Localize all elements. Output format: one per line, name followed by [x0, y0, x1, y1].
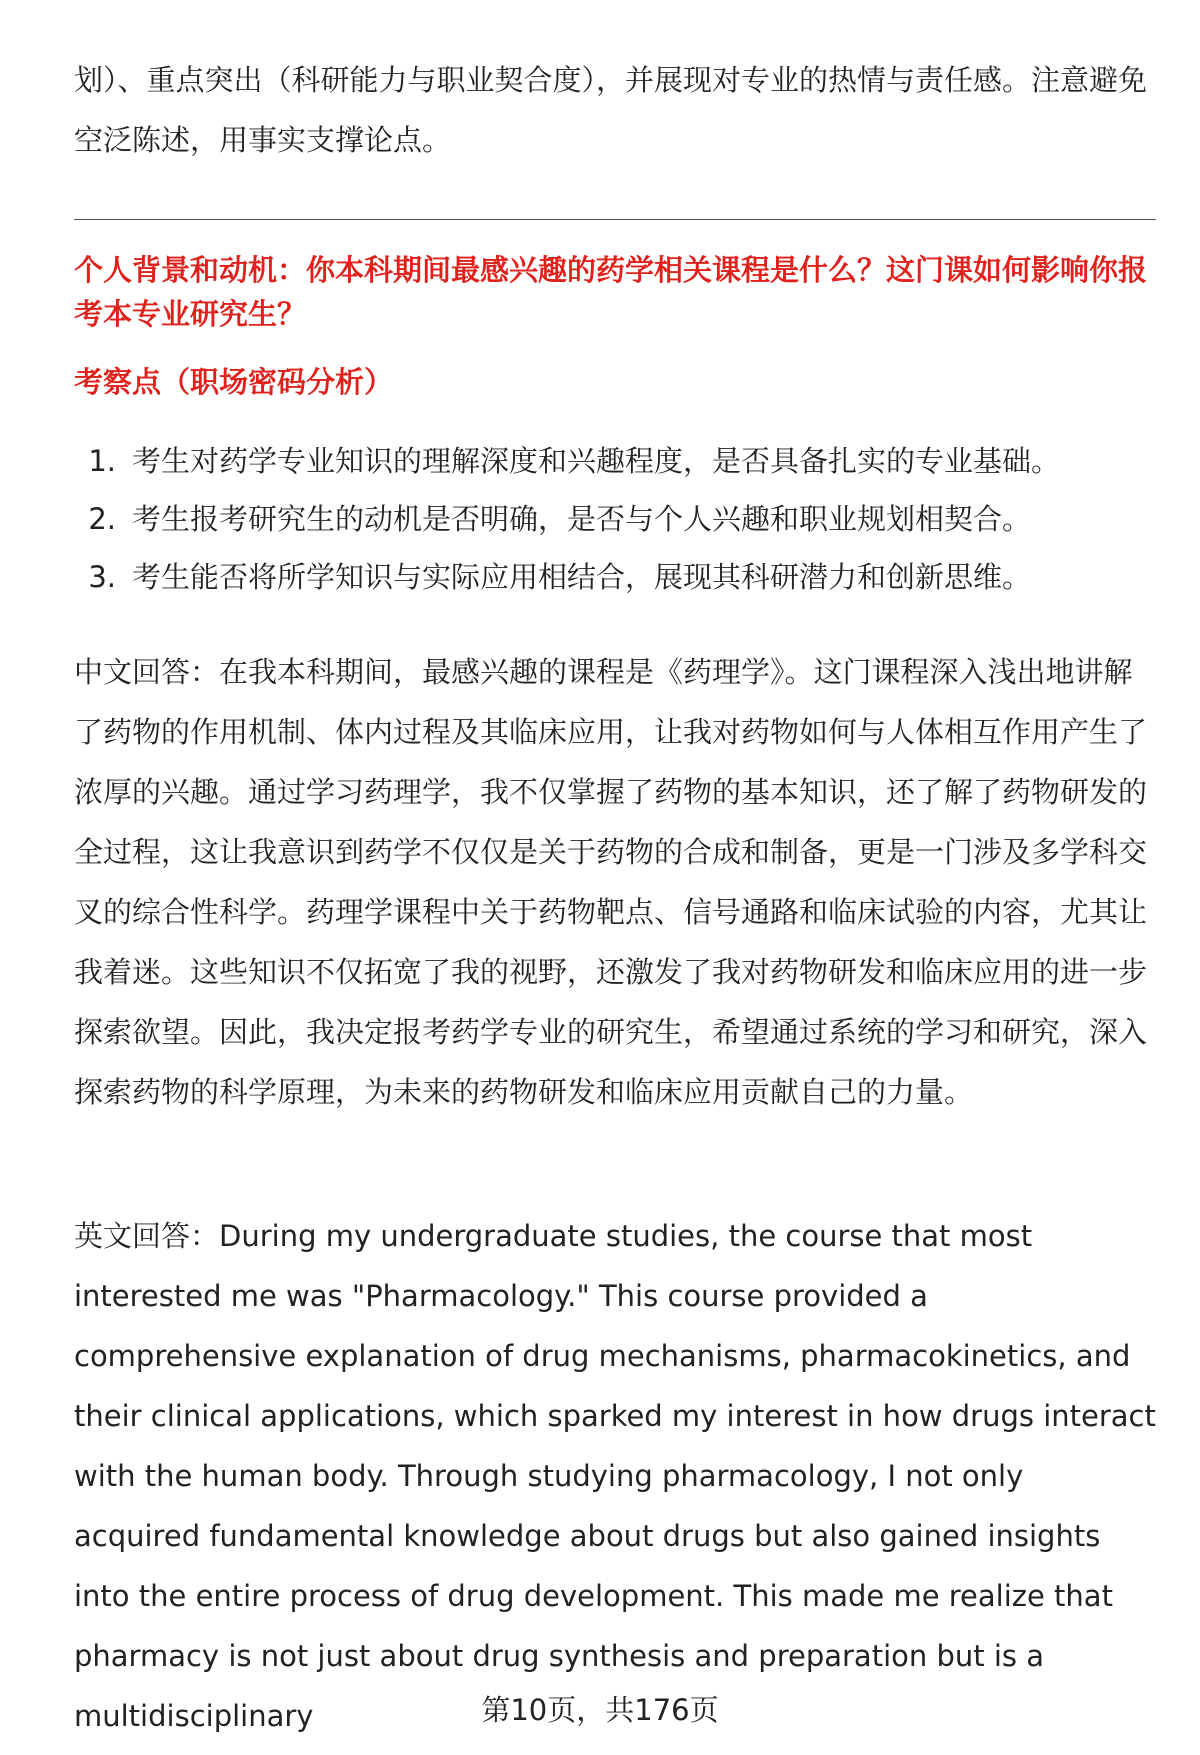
chinese-answer-label: 中文回答：	[74, 655, 220, 689]
english-answer-label: 英文回答：	[74, 1219, 220, 1253]
question-title: 个人背景和动机：你本科期间最感兴趣的药学相关课程是什么？这门课如何影响你报考本专业研究生？	[74, 253, 1148, 331]
focus-list	[74, 432, 1156, 606]
list-item	[74, 548, 1156, 606]
intro-paragraph: 划）、重点突出（科研能力与职业契合度），并展现对专业的热情与责任感。注意避免空泛陈述，用事实支撑论点。	[74, 63, 1148, 157]
list-number: 2.	[88, 502, 116, 536]
english-answer-text: During my undergraduate studies, the course that most interested me was "Pharmacology." This course provided a comprehensive explanation of drug mechanisms, pharmacokinetics, and their clinical applications, which sparked my interest in how drugs interact with the human body. Through studying pharmacology, I not only acquired fundamental knowledge about drugs but also gained insights into the entire process of drug development. This made me realize that pharmacy is not just about drug synthesis and preparation but is a multidisciplinary	[74, 1219, 1156, 1733]
focus-title: 考察点（职场密码分析）	[74, 365, 394, 399]
chinese-answer-text: 在我本科期间，最感兴趣的课程是《药理学》。这门课程深入浅出地讲解了药物的作用机制、体内过程及其临床应用，让我对药物如何与人体相互作用产生了浓厚的兴趣。通过学习药理学，我不仅掌握了药物的基本知识，还了解了药物研发的全过程，这让我意识到药学不仅仅是关于药物的合成和制备，更是一门涉及多学科交叉的综合性科学。药理学课程中关于药物靶点、信号通路和临床试验的内容，尤其让我着迷。这些知识不仅拓宽了我的视野，还激发了我对药物研发和临床应用的进一步探索欲望。因此，我决定报考药学专业的研究生，希望通过系统的学习和研究，深入探索药物的科学原理，为未来的药物研发和临床应用贡献自己的力量。	[74, 655, 1148, 1109]
list-text: 考生报考研究生的动机是否明确，是否与个人兴趣和职业规划相契合。	[132, 502, 1032, 536]
list-text: 考生能否将所学知识与实际应用相结合，展现其科研潜力和创新思维。	[132, 560, 1032, 594]
list-item	[74, 490, 1156, 548]
list-text: 考生对药学专业知识的理解深度和兴趣程度，是否具备扎实的专业基础。	[132, 444, 1061, 478]
page-number: 第10页，共176页	[481, 1693, 719, 1727]
chinese-answer	[74, 642, 1156, 1122]
list-number: 1.	[88, 444, 116, 478]
section-divider	[74, 219, 1156, 220]
list-number: 3.	[88, 560, 116, 594]
english-answer	[74, 1206, 1156, 1746]
list-item	[74, 432, 1156, 490]
